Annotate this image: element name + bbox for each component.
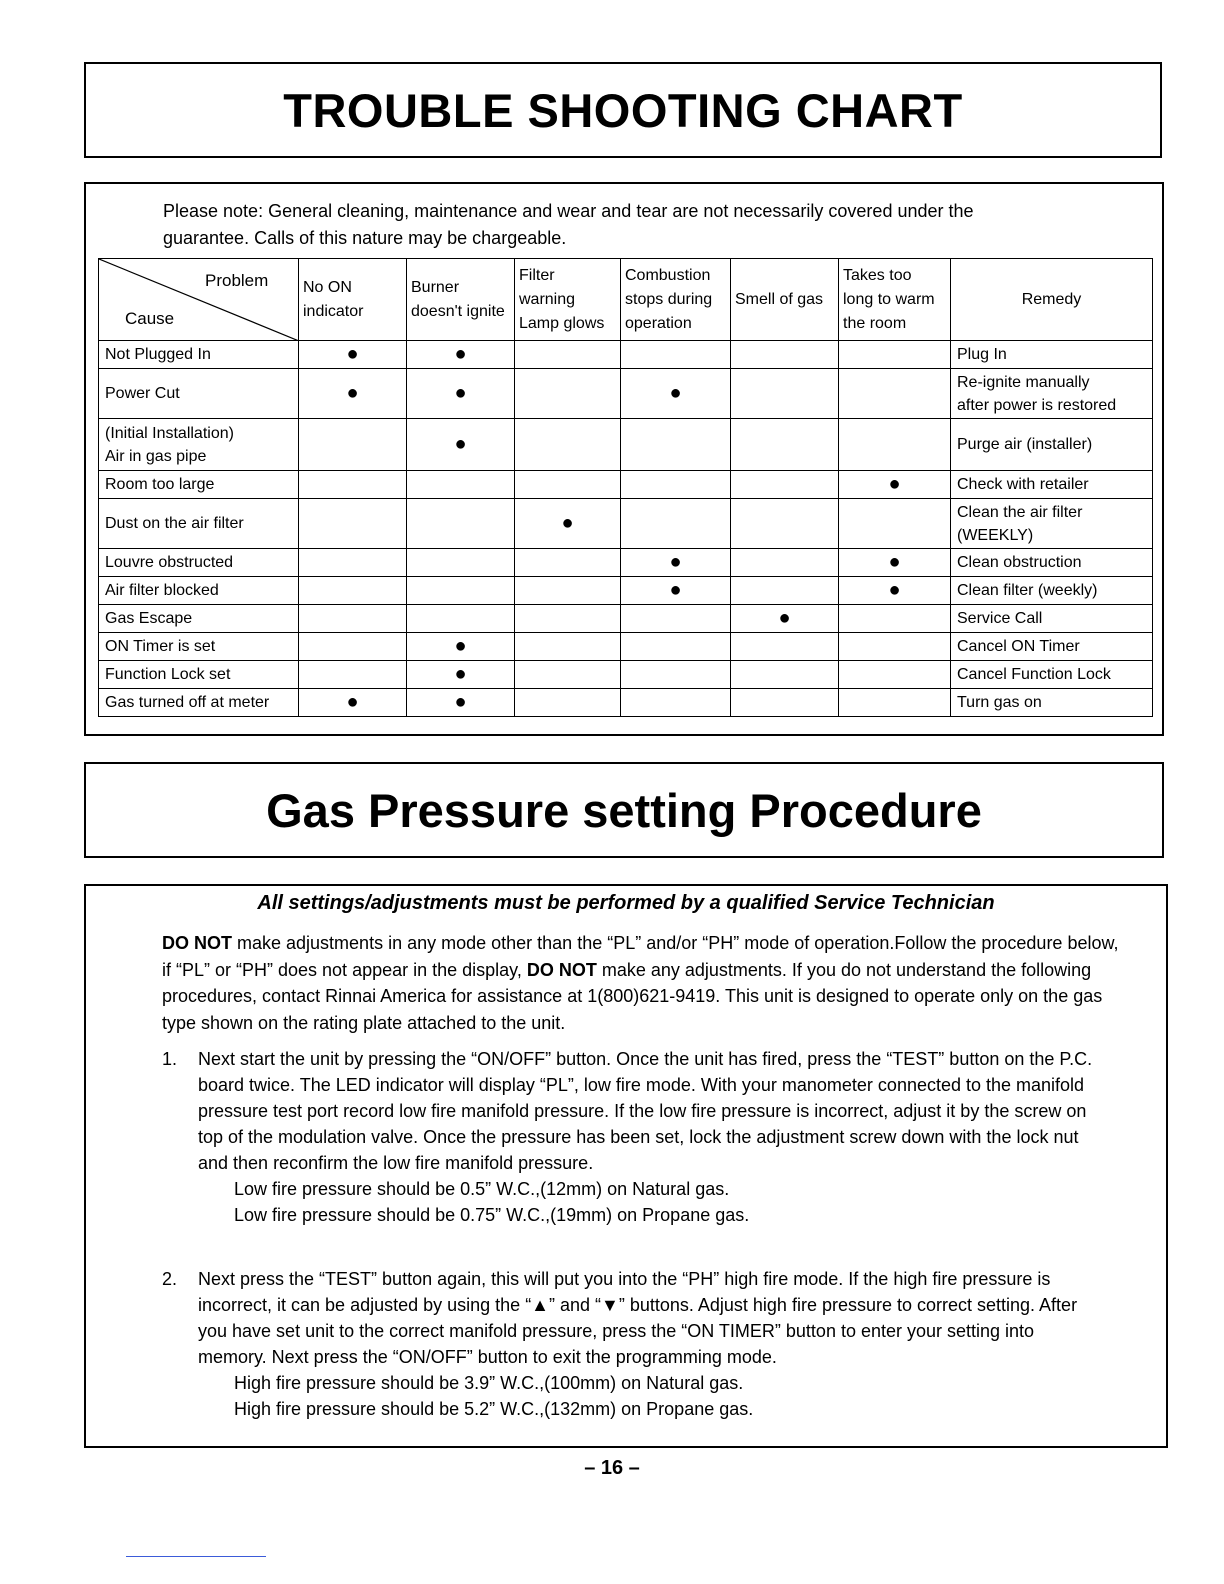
mark-cell — [299, 499, 407, 549]
table-header-row — [99, 259, 1153, 341]
cause-cell — [99, 633, 299, 661]
pressure-value: Low fire pressure should be 0.5” W.C.,(12mm) on Natural gas. — [234, 1179, 730, 1199]
remedy-cell — [951, 689, 1153, 717]
column-header-line: Takes too — [843, 266, 912, 284]
column-header-line: Lamp glows — [519, 314, 605, 332]
remedy-text: Cancel Function Lock — [957, 666, 1111, 683]
bullet-mark-icon: ● — [669, 382, 682, 404]
bullet-mark-icon: ● — [888, 473, 901, 495]
mark-cell — [621, 499, 731, 549]
mark-cell — [731, 341, 839, 369]
decorative-rule — [126, 1556, 266, 1557]
step-number: 2. — [162, 1269, 178, 1289]
mark-cell — [621, 577, 731, 605]
troubleshooting-table — [98, 258, 1153, 717]
mark-cell — [299, 341, 407, 369]
column-header-line: doesn't ignite — [411, 302, 505, 320]
chart-note — [163, 198, 1103, 252]
remedy-text: Purge air (installer) — [957, 436, 1093, 453]
cause-text: Louvre obstructed — [105, 554, 234, 571]
bullet-mark-icon: ● — [561, 512, 574, 534]
table-body — [99, 341, 1153, 717]
mark-cell — [839, 577, 951, 605]
step-1 — [162, 1046, 1162, 1228]
mark-cell — [731, 419, 839, 471]
gas-pressure-box — [84, 884, 1168, 1448]
remedy-cell — [951, 633, 1153, 661]
mark-cell — [299, 605, 407, 633]
remedy-text: Cancel ON Timer — [957, 638, 1080, 655]
mark-cell — [731, 661, 839, 689]
mark-cell — [621, 605, 731, 633]
intro-paragraph — [162, 930, 1122, 1036]
mark-cell — [515, 471, 621, 499]
remedy-cell — [951, 419, 1153, 471]
mark-cell — [731, 369, 839, 419]
mark-cell — [407, 605, 515, 633]
cause-cell — [99, 499, 299, 549]
mark-cell — [515, 341, 621, 369]
column-header — [731, 259, 839, 341]
mark-cell — [407, 369, 515, 419]
mark-cell — [515, 419, 621, 471]
column-header-line: Combustion — [625, 266, 711, 284]
remedy-text: Service Call — [957, 610, 1043, 627]
step-2 — [162, 1266, 1162, 1422]
column-header — [839, 259, 951, 341]
column-header-line: indicator — [303, 302, 364, 320]
table-row — [99, 549, 1153, 577]
remedy-cell — [951, 369, 1153, 419]
remedy-text: Turn gas on — [957, 694, 1042, 711]
remedy-cell — [951, 605, 1153, 633]
mark-cell — [731, 689, 839, 717]
chart-note-line-2: guarantee. Calls of this nature may be chargeable. — [163, 228, 567, 248]
table-row — [99, 419, 1153, 471]
cause-text: Power Cut — [105, 385, 180, 402]
mark-cell — [731, 549, 839, 577]
remedy-text: Re-ignite manually — [957, 373, 1090, 391]
mark-cell — [299, 419, 407, 471]
gas-pressure-title-box — [84, 762, 1164, 858]
mark-cell — [839, 369, 951, 419]
cause-cell — [99, 577, 299, 605]
cause-text: Air filter blocked — [105, 582, 219, 599]
mark-cell — [621, 419, 731, 471]
column-header — [621, 259, 731, 341]
remedy-cell — [951, 499, 1153, 549]
cause-cell — [99, 471, 299, 499]
mark-cell — [621, 661, 731, 689]
mark-cell — [515, 577, 621, 605]
mark-cell — [515, 499, 621, 549]
column-header — [407, 259, 515, 341]
cause-cell — [99, 605, 299, 633]
table-row — [99, 577, 1153, 605]
bullet-mark-icon: ● — [454, 382, 467, 404]
mark-cell — [839, 549, 951, 577]
remedy-text: Clean the air filter — [957, 503, 1083, 521]
column-header-line: Filter — [519, 266, 555, 284]
column-header-line: long to warm — [843, 290, 935, 308]
mark-cell — [515, 633, 621, 661]
mark-cell — [621, 689, 731, 717]
bullet-mark-icon: ● — [346, 382, 359, 404]
remedy-cell — [951, 341, 1153, 369]
mark-cell — [407, 419, 515, 471]
mark-cell — [299, 549, 407, 577]
column-header-line: Smell of gas — [735, 290, 824, 308]
bullet-mark-icon: ● — [454, 691, 467, 713]
column-header — [299, 259, 407, 341]
mark-cell — [621, 633, 731, 661]
cause-cell — [99, 341, 299, 369]
cause-cell — [99, 661, 299, 689]
bullet-mark-icon: ● — [454, 433, 467, 455]
remedy-text: Clean filter (weekly) — [957, 582, 1098, 599]
pressure-value: High fire pressure should be 5.2” W.C.,(132mm) on Propane gas. — [234, 1399, 754, 1419]
mark-cell — [515, 661, 621, 689]
mark-cell — [299, 689, 407, 717]
mark-cell — [407, 471, 515, 499]
column-header-line: No ON — [303, 278, 352, 296]
cause-text: Function Lock set — [105, 666, 231, 683]
intro-text-1: make adjustments in any mode other than the “PL” and/or “PH” mode of operation.Follow the procedure below, if “PL” or “PH” does not appear in the display, — [162, 933, 1119, 980]
mark-cell — [407, 549, 515, 577]
mark-cell — [299, 661, 407, 689]
mark-cell — [515, 689, 621, 717]
mark-cell — [299, 369, 407, 419]
table-row — [99, 605, 1153, 633]
mark-cell — [299, 471, 407, 499]
mark-cell — [407, 633, 515, 661]
mark-cell — [731, 499, 839, 549]
bullet-mark-icon: ● — [888, 579, 901, 601]
remedy-text: after power is restored — [957, 396, 1117, 414]
remedy-header: Remedy — [951, 259, 1153, 341]
troubleshooting-title: TROUBLE SHOOTING CHART — [283, 83, 963, 137]
mark-cell — [621, 549, 731, 577]
pressure-value: Low fire pressure should be 0.75” W.C.,(19mm) on Propane gas. — [234, 1205, 750, 1225]
table-row — [99, 341, 1153, 369]
step-text: Next start the unit by pressing the “ON/OFF” button. Once the unit has fired, press the “TEST” button on the P.C. board twice. The LED indicator will display “PL”, low fire mode. With your manometer connected to the manifold pressure test port record low fire manifold pressure. If the low fire pressure is incorrect, adjust it by the screw on top of the modulation valve. Once the pressure has been set, lock the adjustment screw down with the lock nut and then reconfirm the low fire manifold pressure. — [198, 1049, 1093, 1173]
mark-cell — [299, 633, 407, 661]
chart-note-line-1: Please note: General cleaning, maintenance and wear and tear are not necessarily covered under the — [163, 201, 974, 221]
mark-cell — [839, 499, 951, 549]
cause-text: Gas turned off at meter — [105, 694, 270, 711]
problem-label: Problem — [205, 271, 269, 290]
mark-cell — [407, 661, 515, 689]
bullet-mark-icon: ● — [669, 579, 682, 601]
column-header-line: warning — [519, 290, 576, 308]
cause-cell — [99, 549, 299, 577]
table-row — [99, 499, 1153, 549]
bullet-mark-icon: ● — [778, 607, 791, 629]
remedy-cell — [951, 577, 1153, 605]
cause-text: Room too large — [105, 476, 215, 493]
bullet-mark-icon: ● — [346, 691, 359, 713]
technician-warning: All settings/adjustments must be performed by a qualified Service Technician — [257, 892, 995, 914]
cause-text: (Initial Installation) — [105, 424, 234, 442]
cause-label: Cause — [125, 309, 175, 328]
gas-pressure-title: Gas Pressure setting Procedure — [266, 783, 982, 837]
column-header-line: operation — [625, 314, 692, 332]
mark-cell — [731, 633, 839, 661]
mark-cell — [731, 471, 839, 499]
problem-cause-header — [99, 259, 299, 341]
mark-cell — [621, 341, 731, 369]
cause-cell — [99, 369, 299, 419]
mark-cell — [839, 419, 951, 471]
mark-cell — [839, 633, 951, 661]
remedy-cell — [951, 661, 1153, 689]
do-not-emphasis: DO NOT — [526, 959, 597, 980]
cause-text: Dust on the air filter — [105, 515, 244, 532]
mark-cell — [731, 577, 839, 605]
mark-cell — [839, 689, 951, 717]
intro-text-2: make any adjustments. If you do not understand the following procedures, contact Rinnai America for assistance at 1(800)621-9419. This unit is designed to operate only on the gas type shown on the rating plate attached to the unit. — [162, 959, 1103, 1033]
troubleshooting-title-box — [84, 62, 1162, 158]
step-number: 1. — [162, 1049, 178, 1069]
table-row — [99, 471, 1153, 499]
mark-cell — [407, 341, 515, 369]
remedy-cell — [951, 471, 1153, 499]
bullet-mark-icon: ● — [346, 343, 359, 365]
mark-cell — [731, 605, 839, 633]
remedy-text: Clean obstruction — [957, 554, 1082, 571]
bullet-mark-icon: ● — [454, 343, 467, 365]
table-row — [99, 369, 1153, 419]
cause-text: Air in gas pipe — [105, 447, 207, 465]
step-text: Next press the “TEST” button again, this will put you into the “PH” high fire mode. If the high fire pressure is incorrect, it can be adjusted by using the “▲” and “▼” buttons. Adjust high fire pressure to correct setting. After you have set unit to the correct manifold pressure, press the “ON TIMER” button to enter your setting into memory. Next press the “ON/OFF” button to exit the programming mode. — [198, 1269, 1078, 1367]
mark-cell — [407, 689, 515, 717]
troubleshooting-chart-box — [84, 182, 1164, 736]
bullet-mark-icon: ● — [669, 551, 682, 573]
mark-cell — [515, 369, 621, 419]
bullet-mark-icon: ● — [454, 635, 467, 657]
mark-cell — [621, 369, 731, 419]
page-number: – 16 – — [584, 1457, 640, 1479]
mark-cell — [839, 605, 951, 633]
cause-text: Not Plugged In — [105, 346, 211, 363]
mark-cell — [839, 341, 951, 369]
cause-text: Gas Escape — [105, 610, 193, 627]
cause-text: ON Timer is set — [105, 638, 216, 655]
mark-cell — [407, 577, 515, 605]
remedy-text: Plug In — [957, 346, 1007, 363]
mark-cell — [515, 605, 621, 633]
table-row — [99, 633, 1153, 661]
mark-cell — [621, 471, 731, 499]
mark-cell — [839, 661, 951, 689]
mark-cell — [839, 471, 951, 499]
table-row — [99, 661, 1153, 689]
remedy-text: Check with retailer — [957, 476, 1089, 493]
column-header-line: Burner — [411, 278, 460, 296]
pressure-value: High fire pressure should be 3.9” W.C.,(100mm) on Natural gas. — [234, 1373, 744, 1393]
do-not-emphasis: DO NOT — [162, 933, 232, 953]
column-header-line: the room — [843, 314, 907, 332]
cause-cell — [99, 419, 299, 471]
column-header-line: stops during — [625, 290, 713, 308]
bullet-mark-icon: ● — [454, 663, 467, 685]
mark-cell — [407, 499, 515, 549]
mark-cell — [299, 577, 407, 605]
mark-cell — [515, 549, 621, 577]
column-header — [515, 259, 621, 341]
table-row — [99, 689, 1153, 717]
bullet-mark-icon: ● — [888, 551, 901, 573]
remedy-cell — [951, 549, 1153, 577]
cause-cell — [99, 689, 299, 717]
remedy-text: (WEEKLY) — [957, 526, 1034, 544]
